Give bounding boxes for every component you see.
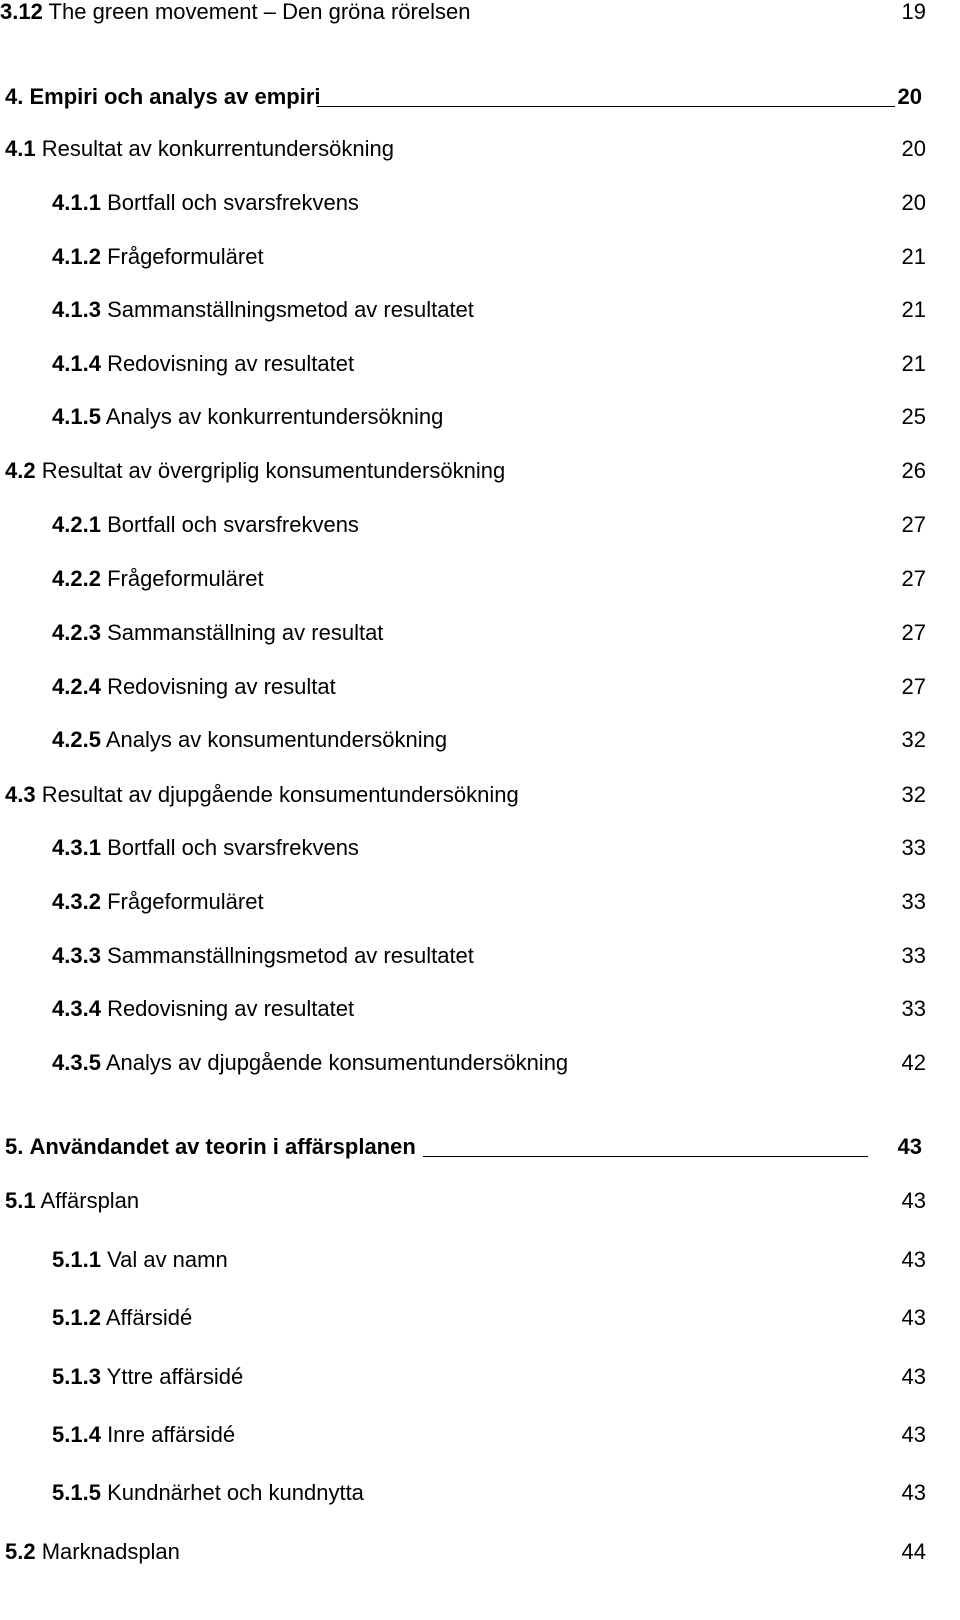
toc-entry-title: The green movement – Den gröna rörelsen	[48, 0, 471, 24]
toc-entry-page: 44	[901, 1539, 926, 1564]
toc-entry-title: Sammanställningsmetod av resultatet	[107, 943, 474, 968]
toc-entry-number: 4.1.2	[52, 244, 101, 269]
toc-entry-title: Bortfall och svarsfrekvens	[107, 512, 359, 537]
toc-entry[interactable]	[0, 349, 960, 379]
toc-entry-number: 4.2.3	[52, 620, 101, 645]
toc-entry-page: 33	[901, 889, 926, 914]
toc-entry-title: Redovisning av resultat	[107, 674, 336, 699]
toc-entry-number: 5.1.5	[52, 1480, 101, 1505]
toc-entry-page: 21	[901, 244, 926, 269]
toc-entry-page: 33	[901, 996, 926, 1021]
toc-entry[interactable]	[0, 994, 960, 1024]
toc-entry-title: Bortfall och svarsfrekvens	[107, 190, 359, 215]
toc-entry-number: 4.2.5	[52, 727, 101, 752]
toc-entry-page: 43	[901, 1188, 926, 1213]
toc-entry-page: 20	[901, 136, 926, 161]
toc-entry-title: Analys av konkurrentundersökning	[105, 404, 444, 429]
toc-entry-title: Frågeformuläret	[107, 566, 264, 591]
toc-entry-page: 21	[901, 351, 926, 376]
toc-entry-title: Resultat av konkurrentundersökning	[41, 136, 394, 161]
toc-entry[interactable]	[0, 1048, 960, 1078]
toc-entry[interactable]	[0, 887, 960, 917]
toc-entry-number: 5.1	[5, 1188, 36, 1213]
toc-entry-page: 20	[897, 84, 922, 109]
toc-entry[interactable]	[0, 295, 960, 325]
toc-entry-page: 26	[901, 458, 926, 483]
toc-entry[interactable]	[0, 780, 960, 810]
toc-entry[interactable]	[0, 941, 960, 971]
toc-entry-page: 32	[901, 782, 926, 807]
toc-entry-page: 21	[901, 297, 926, 322]
toc-entry-number: 4.3.3	[52, 943, 101, 968]
toc-chapter-entry[interactable]	[0, 1132, 960, 1162]
toc-entry[interactable]	[0, 1362, 960, 1392]
toc-entry-page: 27	[901, 566, 926, 591]
toc-entry-number: 4.1	[5, 136, 36, 161]
toc-entry[interactable]	[0, 725, 960, 755]
toc-entry-number: 4.	[5, 84, 24, 109]
toc-entry-page: 43	[901, 1422, 926, 1447]
toc-entry-number: 5.1.3	[52, 1364, 101, 1389]
toc-entry-title: Kundnärhet och kundnytta	[107, 1480, 364, 1505]
toc-entry-number: 4.3.1	[52, 835, 101, 860]
toc-chapter-entry[interactable]	[0, 82, 960, 112]
toc-entry-title: Frågeformuläret	[107, 889, 264, 914]
toc-entry[interactable]	[0, 1537, 960, 1567]
toc-entry[interactable]	[0, 618, 960, 648]
toc-entry[interactable]	[0, 1186, 960, 1216]
toc-entry-title: Yttre affärsidé	[106, 1364, 244, 1389]
toc-entry[interactable]	[0, 456, 960, 486]
toc-entry[interactable]	[0, 1478, 960, 1508]
toc-entry-number: 4.1.5	[52, 404, 101, 429]
toc-entry-page: 19	[901, 0, 926, 24]
toc-entry-number: 3.12	[0, 0, 43, 24]
toc-entry[interactable]	[0, 242, 960, 272]
toc-entry[interactable]	[0, 564, 960, 594]
toc-entry-title: Analys av konsumentundersökning	[105, 727, 448, 752]
toc-entry-page: 27	[901, 512, 926, 537]
toc-entry-page: 33	[901, 835, 926, 860]
toc-entry[interactable]	[0, 1420, 960, 1450]
toc-entry-page: 43	[901, 1247, 926, 1272]
toc-entry-page: 43	[897, 1134, 922, 1159]
toc-entry-title: Val av namn	[107, 1247, 228, 1272]
toc-entry-page: 43	[901, 1480, 926, 1505]
toc-entry-page: 43	[901, 1305, 926, 1330]
toc-entry-page: 42	[901, 1050, 926, 1075]
toc-entry-page: 25	[901, 404, 926, 429]
toc-entry-title: Affärsplan	[40, 1188, 140, 1213]
toc-entry-title: Redovisning av resultatet	[107, 996, 355, 1021]
toc-entry-number: 4.3.4	[52, 996, 101, 1021]
toc-entry-number: 4.1.1	[52, 190, 101, 215]
toc-entry-number: 4.3	[5, 782, 36, 807]
toc-entry-number: 4.2	[5, 458, 36, 483]
toc-entry-title: Resultat av övergriplig konsumentundersökning	[41, 458, 506, 483]
toc-entry-page: 20	[901, 190, 926, 215]
toc-entry-number: 4.1.4	[52, 351, 101, 376]
toc-entry-title: Analys av djupgående konsumentundersökning	[105, 1050, 569, 1075]
toc-entry-title: Bortfall och svarsfrekvens	[107, 835, 359, 860]
toc-entry-number: 4.3.2	[52, 889, 101, 914]
toc-entry-number: 5.2	[5, 1539, 36, 1564]
toc-entry-title: Resultat av djupgående konsumentundersökning	[41, 782, 519, 807]
toc-entry-title: Empiri och analys av empiri	[29, 84, 321, 109]
toc-entry-number: 5.1.4	[52, 1422, 101, 1447]
toc-entry-number: 4.1.3	[52, 297, 101, 322]
toc-entry-title: Affärsidé	[105, 1305, 193, 1330]
toc-entry[interactable]	[0, 672, 960, 702]
toc-entry[interactable]	[0, 1303, 960, 1333]
toc-entry-number: 4.2.1	[52, 512, 101, 537]
toc-entry-page: 27	[901, 620, 926, 645]
toc-entry[interactable]	[0, 833, 960, 863]
toc-entry-number: 5.1.1	[52, 1247, 101, 1272]
toc-entry-page: 27	[901, 674, 926, 699]
toc-entry-page: 32	[901, 727, 926, 752]
toc-entry-title: Användandet av teorin i affärsplanen	[29, 1134, 416, 1159]
toc-entry-title: Sammanställning av resultat	[107, 620, 384, 645]
toc-entry[interactable]	[0, 1245, 960, 1275]
toc-entry-page: 33	[901, 943, 926, 968]
toc-entry-number: 5.1.2	[52, 1305, 101, 1330]
toc-leader-line	[317, 106, 895, 107]
toc-entry-number: 5.	[5, 1134, 24, 1159]
toc-entry[interactable]	[0, 510, 960, 540]
toc-entry-number: 4.3.5	[52, 1050, 101, 1075]
toc-entry-number: 4.2.4	[52, 674, 101, 699]
toc-entry[interactable]	[0, 134, 960, 164]
toc-entry-title: Marknadsplan	[41, 1539, 180, 1564]
toc-entry-title: Sammanställningsmetod av resultatet	[107, 297, 474, 322]
toc-entry[interactable]	[0, 188, 960, 218]
toc-entry[interactable]	[0, 0, 960, 27]
toc-entry-title: Redovisning av resultatet	[107, 351, 355, 376]
toc-entry[interactable]	[0, 402, 960, 432]
toc-leader-line	[423, 1156, 868, 1157]
toc-entry-page: 43	[901, 1364, 926, 1389]
toc-entry-number: 4.2.2	[52, 566, 101, 591]
toc-entry-title: Inre affärsidé	[107, 1422, 236, 1447]
toc-entry-title: Frågeformuläret	[107, 244, 264, 269]
